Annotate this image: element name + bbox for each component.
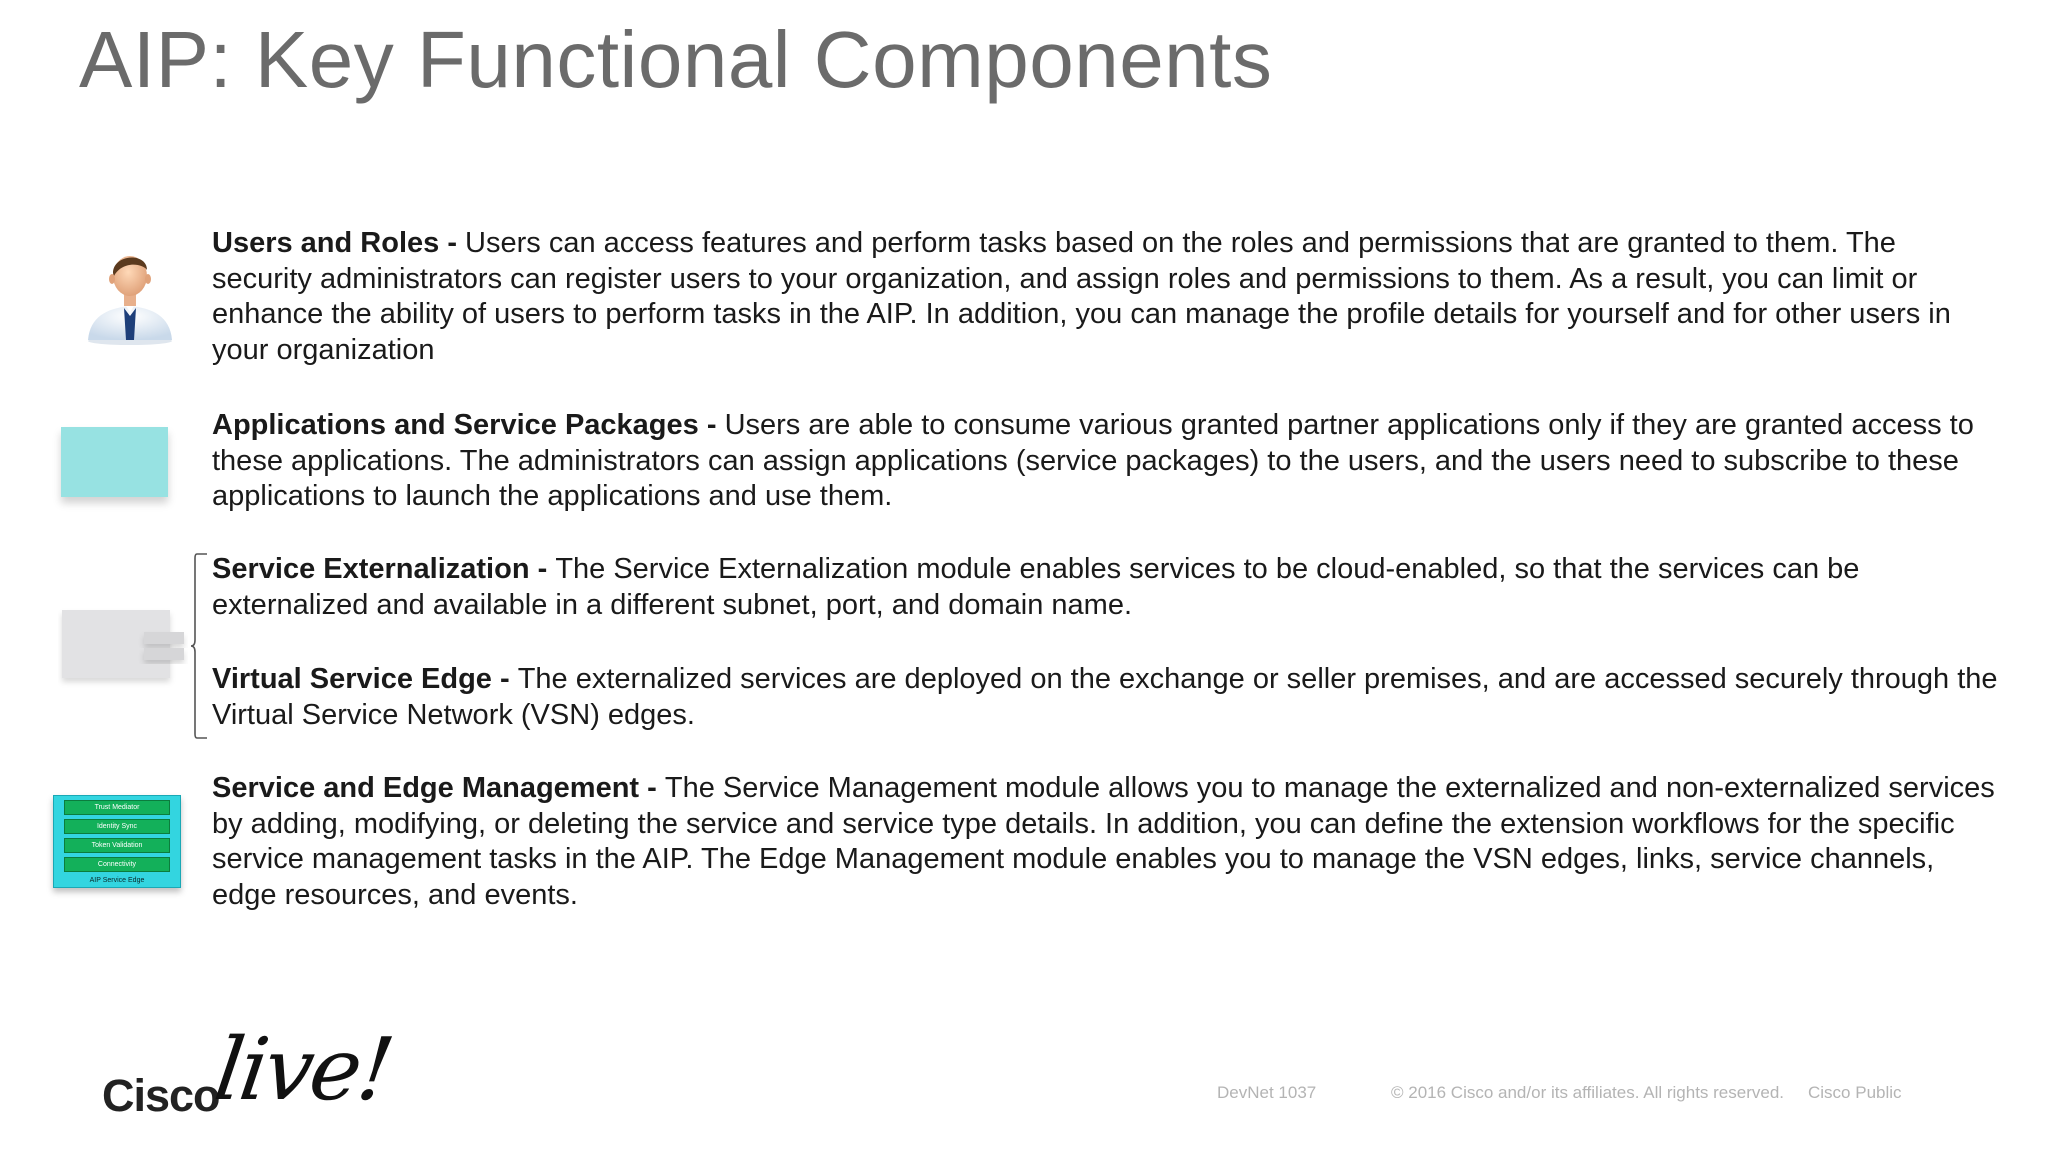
item-heading: Virtual Service Edge	[212, 663, 492, 695]
cisco-live-logo	[102, 1020, 398, 1121]
footer-session: DevNet 1037	[1217, 1083, 1317, 1102]
stack-footer: AIP Service Edge	[89, 877, 145, 884]
item-heading: Service and Edge Management	[212, 772, 640, 804]
group-bracket	[190, 552, 208, 740]
stack-layer: Identity Sync	[64, 819, 170, 834]
item-heading: Service Externalization	[212, 553, 530, 585]
item-body: The Service Management module allows you to manage the externalized and non-externalized services by adding, modifying, or deleting the service and service type details. In addition, you can define the extension workflows for the specific service management tasks in the AIP. The Edge Management module enables you to manage the VSN edges, links, service channels, edge resources, and events.	[212, 772, 1995, 911]
item-service-and-edge-management	[212, 771, 2002, 913]
slide-title: AIP: Key Functional Components	[79, 15, 1273, 104]
logo-event: live!	[208, 1020, 398, 1120]
item-heading: Applications and Service Packages	[212, 409, 699, 441]
user-icon	[80, 246, 180, 346]
item-separator: -	[491, 663, 518, 695]
logo-brand: Cisco	[102, 1070, 220, 1121]
footer-classification: Cisco Public	[1808, 1083, 1902, 1102]
item-users-and-roles	[212, 226, 2002, 368]
edge-device-icon	[58, 604, 188, 688]
item-service-externalization	[212, 552, 2002, 623]
item-separator: -	[698, 409, 725, 441]
item-separator: -	[529, 553, 556, 585]
stack-layer: Token Validation	[64, 838, 170, 853]
item-body: The externalized services are deployed on the exchange or seller premises, and are accessed securely through the Virtual Service Network (VSN) edges.	[212, 663, 1998, 731]
service-stack-icon	[53, 795, 181, 888]
item-separator: -	[439, 227, 466, 259]
footer-copyright: © 2016 Cisco and/or its affiliates. All rights reserved.	[1391, 1083, 1785, 1102]
package-icon	[61, 427, 168, 497]
item-body: Users can access features and perform tasks based on the roles and permissions that are granted to them. The security administrators can register users to your organization, and assign roles and permissions to them. As a result, you can limit or enhance the ability of users to perform tasks in the AIP. In addition, you can manage the profile details for yourself and for other users in your organization	[212, 227, 1951, 366]
item-applications-and-service-packages	[212, 408, 2002, 515]
item-separator: -	[639, 772, 665, 804]
item-heading: Users and Roles	[212, 227, 440, 259]
item-virtual-service-edge	[212, 662, 2002, 733]
stack-layer: Trust Mediator	[64, 800, 170, 815]
stack-layer: Connectivity	[64, 857, 170, 872]
item-body: The Service Externalization module enables services to be cloud-enabled, so that the services can be externalized and available in a different subnet, port, and domain name.	[212, 553, 1860, 621]
item-body: Users are able to consume various granted partner applications only if they are granted access to these applications. The administrators can assign applications (service packages) to the users, and the users need to subscribe to these applications to launch the applications and use them.	[212, 409, 1974, 512]
